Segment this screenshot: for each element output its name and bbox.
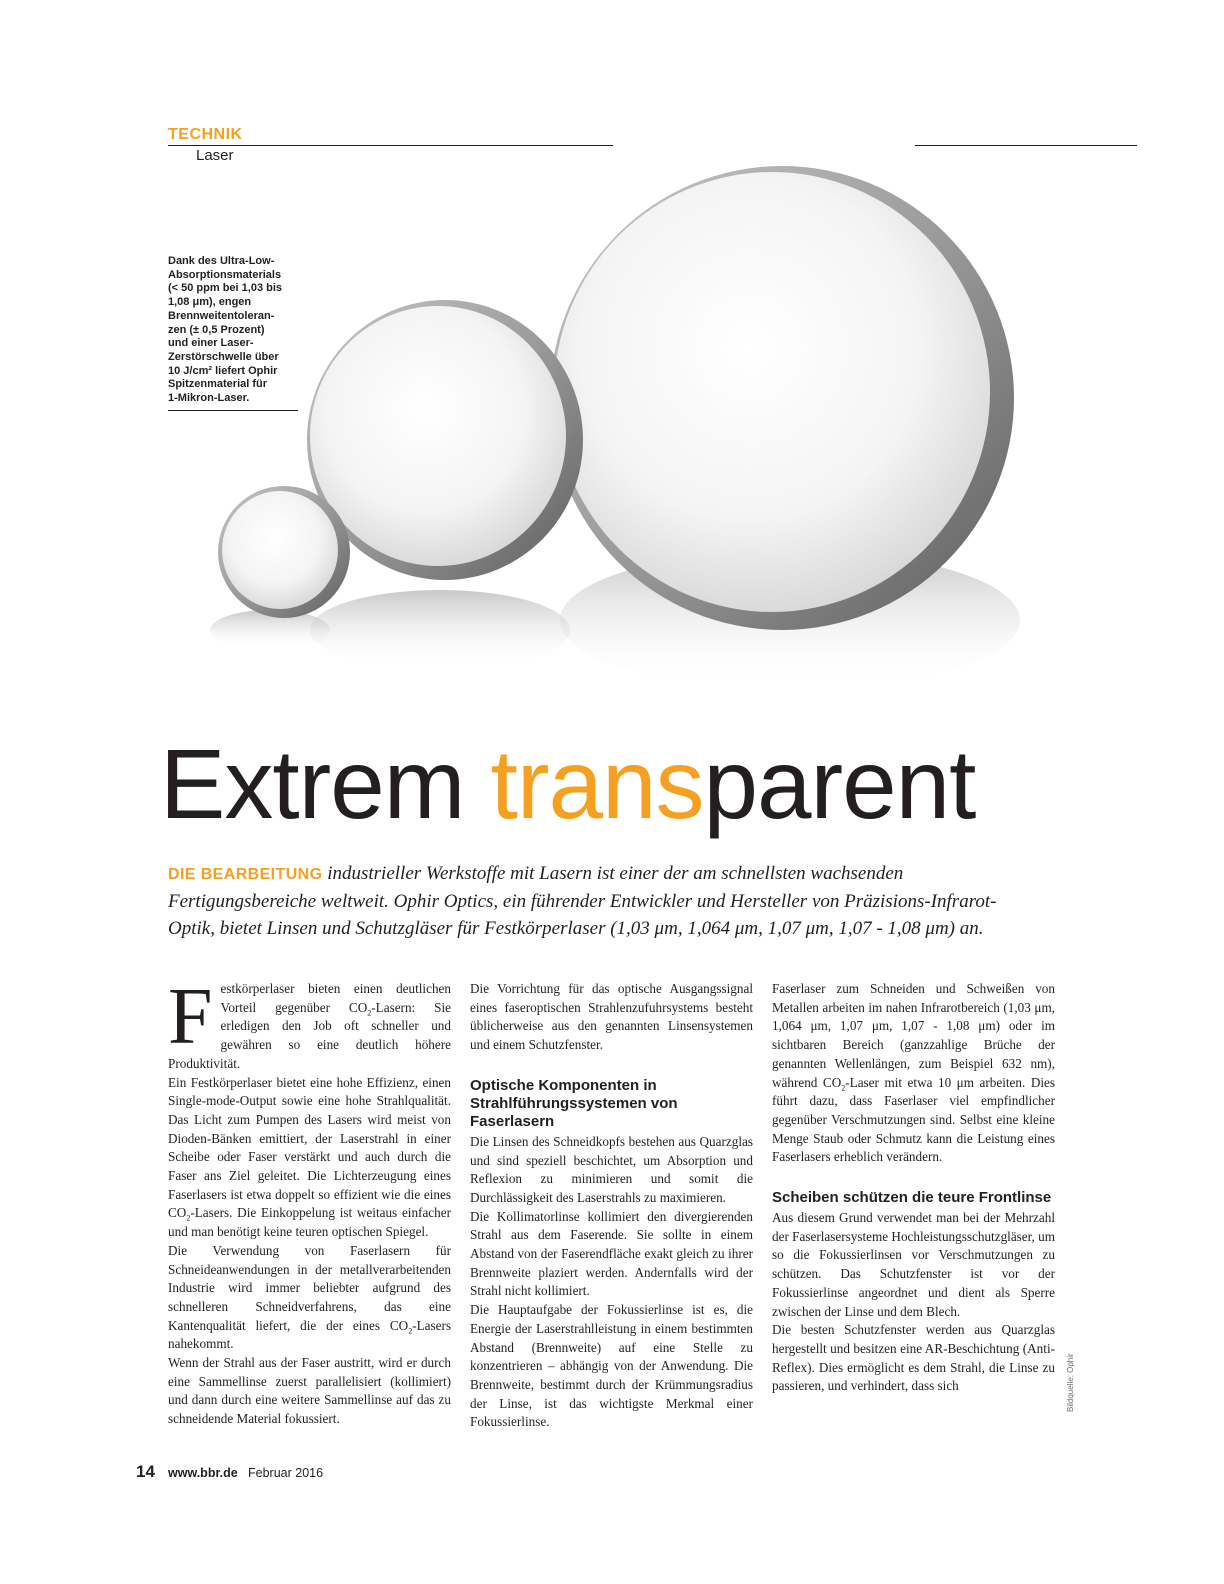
col3-paragraph-2: Aus diesem Grund verwendet man bei der Mehrzahl der Faserlasersysteme Hochleistungsschutzgläser, um so die Fokussierlinsen vor Verschmutzungen zu schützen. Das Schutzfenster ist vor der Fokussierlinse angeordnet und dient als Sperre zwischen der Linse und dem Blech. <box>772 1210 1055 1319</box>
col1-paragraph-4: Wenn der Strahl aus der Faser austritt, wird er durch eine Sammellinse zuerst parallelisiert (kollimiert) und dann durch eine weitere Sammellinse auf das zu schneidende Material fokussiert. <box>168 1355 451 1427</box>
col1-p3-text-a: Die Verwendung von Faserlasern für Schneideanwendungen in der metallverarbeitenden Industrie wird immer beliebter aufgrund des schnelleren Schneidverfahrens, das eine Kantenqualität liefert, die der eines CO <box>168 1242 451 1333</box>
col3-paragraph-1 <box>772 980 1055 1167</box>
col1-p2-sub: 2 <box>186 1214 191 1224</box>
headline-part-3: parent <box>703 729 976 839</box>
footer-url[interactable]: www.bbr.de <box>168 1466 238 1480</box>
headline-part-1: Extrem <box>160 729 491 839</box>
col2-subheading: Optische Komponenten in Strahlführungssystemen von Faserlasern <box>470 1076 678 1130</box>
drop-cap: F <box>168 973 213 1061</box>
col1-p2-text-a: Ein Festkörperlaser bietet eine hohe Effizienz, einen Single-mode-Output sowie eine hohe Strahlqualität. Das Licht zum Pumpen des Lasers wird meist von Dioden-Bänken emittiert, der Laserstrahl in einer Scheibe oder Faser verstärkt und auch durch die Faser ans Ziel geleitet. Die Lichterzeugung eines Faserlasers ist etwa doppelt so effizient wie die eines CO <box>168 1074 451 1221</box>
body-column-3 <box>772 980 1055 1396</box>
col1-p1-text-b: -Lasern: Sie erledigen den Job oft schneller und gewähren so eine deutlich höhere Produktivität. <box>168 999 451 1071</box>
col2-paragraph-3: Die Kollimatorlinse kollimiert den divergierenden Strahl aus dem Faserende. Sie sollte in einem Abstand von der Faserendfläche exakt gleich zu ihrer Brennweite plaziert werden. Andernfalls wird der Strahl nicht kollimiert. <box>470 1208 753 1299</box>
lead-text: industrieller Werkstoffe mit Lasern ist einer der am schnellsten wachsenden Fertigungsbereiche weltweit. Ophir Optics, ein führender Entwickler und Hersteller von Präzisions-Infrarot-Optik, bietet Linsen und Schutzgläser für Festkörperlaser (1,03 μm, 1,064 μm, 1,07 μm, 1,07 - 1,08 μm) an. <box>168 863 997 939</box>
col1-p3-sub: 2 <box>408 1326 413 1336</box>
headline <box>160 729 976 839</box>
col3-subheading: Scheiben schützen die teure Frontlinse <box>772 1189 1052 1207</box>
col3-p1-text-b: -Laser mit etwa 10 μm arbeiten. Dies führt dazu, dass Faserlaser viel empfindlicher gegenüber Verschmutzungen sind. Selbst eine kleine Menge Staub oder Schmutz kann die Leistung eines Faserlasers erheblich verändern. <box>772 1074 1055 1165</box>
body-column-2 <box>470 980 753 1432</box>
col1-p1-text-a: estkörperlaser bieten einen deutlichen Vorteil gegenüber CO <box>220 981 451 1015</box>
col3-p1-text-a: Faserlaser zum Schneiden und Schweißen von Metallen arbeiten im nahen Infrarotbereich (1,03 μm, 1,064 μm, 1,07 μm, 1,07 - 1,08 μm) oder im sichtbaren Bereich (ganzzahlige Brüche der genannten Wellenlängen, zum Beispiel 632 nm), während CO <box>772 981 1055 1090</box>
col1-paragraph-3 <box>168 1242 451 1354</box>
col2-paragraph-4: Die Hauptaufgabe der Fokussierlinse ist es, die Energie der Laserstrahlleistung in einem bestimmten Abstand (Brennweite) auf eine Stelle zu konzentrieren – abhängig von der Anwendung. Die Brennweite, bestimmt durch der Krümmungsradius der Linse, ist das wichtigste Merkmal einer Fokussierlinse. <box>470 1302 753 1430</box>
caption-rule <box>168 410 298 411</box>
col2-paragraph-2: Die Linsen des Schneidkopfs bestehen aus Quarzglas und sind speziell beschichtet, um Absorption und Reflexion zu minimieren und somit die Durchlässigkeit des Laserstrahls zu maximieren. <box>470 1133 753 1205</box>
col1-p3-text-b: -Lasers nahekommt. <box>168 1317 451 1352</box>
section-label: TECHNIK <box>168 126 243 143</box>
lens-photo <box>200 100 1100 720</box>
photo-credit: Bildquelle: Ophir <box>1066 1353 1075 1412</box>
col1-p2-text-b: -Lasers. Die Einkoppelung ist weitaus einfacher und man benötigt keine teuren optischen Spiegel. <box>168 1205 451 1240</box>
col1-paragraph-2 <box>168 1074 451 1242</box>
page-number: 14 <box>136 1462 155 1481</box>
large-lens <box>550 166 1014 630</box>
lead-kicker: DIE BEARBEITUNG <box>168 866 323 883</box>
small-lens <box>218 486 350 618</box>
col3-p1-sub: 2 <box>841 1083 846 1093</box>
subsection-label: Laser <box>196 147 234 164</box>
lead-paragraph <box>168 860 1028 942</box>
col1-p1-sub: 2 <box>367 1008 372 1018</box>
col2-paragraph-1: Die Vorrichtung für das optische Ausgangssignal eines faseroptischen Strahlenzufuhrsystems besteht üblicherweise aus den genannten Linsensystemen und einem Schutzfenster. <box>470 981 753 1053</box>
footer-date: Februar 2016 <box>248 1466 324 1480</box>
col3-paragraph-3: Die besten Schutzfenster werden aus Quarzglas hergestellt und besitzen eine AR-Beschichtung (Anti-Reflex). Dies ermöglicht es dem Strahl, die Linse zu passieren, und verhindert, dass sich <box>772 1322 1055 1394</box>
headline-highlight: trans <box>490 729 704 839</box>
body-column-1 <box>168 973 451 1429</box>
image-caption: Dank des Ultra-Low- Absorptionsmaterials (< 50 ppm bei 1,03 bis 1,08 μm), engen Brennweitentoleran- zen (± 0,5 Prozent) und einer Laser- Zerstörschwelle über 10 J/cm² liefert Ophir Spitzenmaterial für 1-Mikron-Laser. <box>168 255 283 405</box>
col1-paragraph-1 <box>168 973 451 1074</box>
